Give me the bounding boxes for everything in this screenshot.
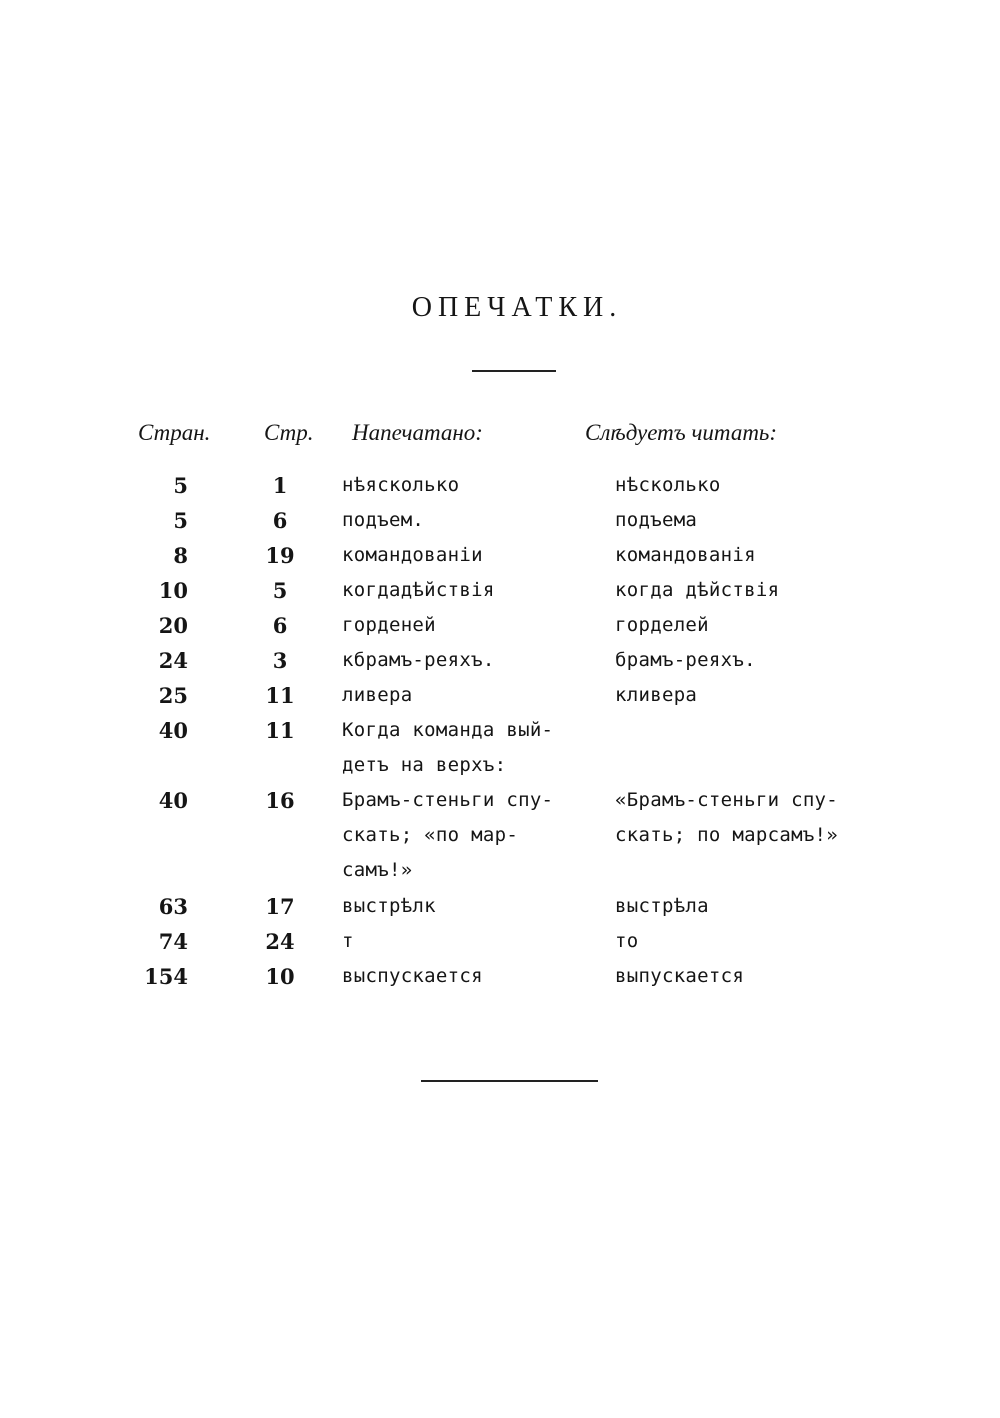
header-correct: Слѣдуетъ читать: [585,420,778,445]
printed-text: выстрѣлк [342,895,436,917]
page-number: 5 [173,508,188,533]
header-page: Стран. [138,420,211,445]
page-number: 40 [158,718,188,743]
title-divider [472,370,556,372]
page-number: 10 [158,578,188,603]
correct-text: кливера [615,684,698,706]
line-number: 19 [265,543,295,568]
printed-text: когдадѣйствія [342,579,495,601]
page-number: 74 [158,929,188,954]
line-number: 6 [272,508,288,533]
bottom-divider [421,1080,598,1082]
line-number: 11 [265,683,295,708]
correct-text: нѣсколько [615,474,721,496]
printed-text: Брамъ-стеньги спу- скать; «по мар- самъ!» [342,789,554,881]
page-number: 40 [158,788,188,813]
correct-text: выпускается [615,965,745,987]
correct-text: командованія [615,544,756,566]
correct-text: подъема [615,509,698,531]
correct-text: «Брамъ-стеньги спу- скать; по марсамъ!» [615,789,839,846]
printed-text: горденей [342,614,436,636]
printed-text: подъем. [342,509,425,531]
page-number: 8 [173,543,188,568]
printed-text: Когда команда вый- детъ на верхъ: [342,719,554,776]
printed-text: выспускается [342,965,483,987]
line-number: 5 [272,578,288,603]
page-title: ОПЕЧАТКИ. [411,292,623,323]
line-number: 24 [265,929,295,954]
correct-text: то [615,930,639,952]
line-number: 11 [265,718,295,743]
page-number: 20 [158,613,188,638]
correct-text: брамъ-реяхъ. [615,649,756,671]
line-number: 3 [272,648,288,673]
printed-text: нѣясколько [342,474,460,496]
line-number: 10 [265,964,295,989]
line-number: 1 [272,473,288,498]
printed-text: кбрамъ-реяхъ. [342,649,495,671]
printed-text: командованіи [342,544,483,566]
line-number: 16 [265,788,295,813]
header-line: Стр. [264,420,314,445]
correct-text: когда дѣйствія [615,579,780,601]
printed-text: т [342,930,354,952]
page-number: 5 [173,473,188,498]
line-number: 6 [272,613,288,638]
correct-text: выстрѣла [615,895,709,917]
page-number: 154 [144,964,188,989]
page-number: 24 [158,648,188,673]
header-printed: Напечатано: [352,420,483,445]
page-number: 63 [158,894,188,919]
line-number: 17 [265,894,295,919]
correct-text: горделей [615,614,709,636]
page-number: 25 [158,683,188,708]
printed-text: ливера [342,684,413,706]
